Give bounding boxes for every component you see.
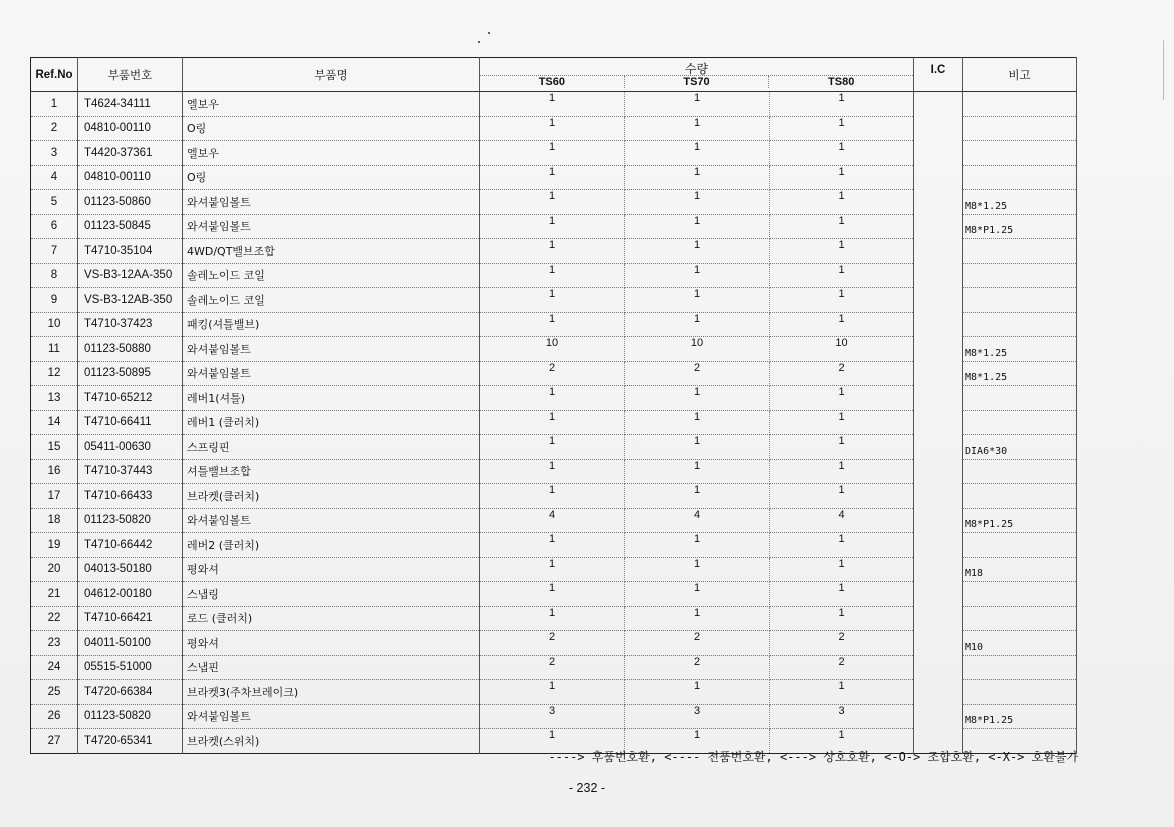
cell-qty-ts60: 1 — [480, 214, 625, 239]
cell-ref-no: 15 — [31, 435, 78, 460]
cell-ic — [914, 680, 963, 705]
table-row — [31, 165, 1077, 190]
cell-ref-no: 27 — [31, 729, 78, 754]
cell-ref-no: 14 — [31, 410, 78, 435]
cell-ref-no: 20 — [31, 557, 78, 582]
table-row — [31, 704, 1077, 729]
cell-ic — [914, 484, 963, 509]
cell-part-name: 4WD/QT밸브조합 — [183, 239, 480, 264]
cell-note — [963, 459, 1077, 484]
table-row — [31, 435, 1077, 460]
cell-part-name: 스냅핀 — [183, 655, 480, 680]
cell-part-name: 레버2 (클러치) — [183, 533, 480, 558]
cell-qty-ts80: 1 — [770, 141, 914, 166]
cell-part-no: T4710-65212 — [78, 386, 183, 411]
header-model-ts80: TS80 — [828, 76, 855, 88]
cell-ic — [914, 116, 963, 141]
cell-part-name: 와셔붙임볼트 — [183, 214, 480, 239]
cell-ref-no: 11 — [31, 337, 78, 362]
cell-qty-ts80: 1 — [770, 288, 914, 313]
cell-qty-ts60: 1 — [480, 680, 625, 705]
cell-qty-ts80: 1 — [770, 459, 914, 484]
cell-qty-ts80: 1 — [770, 239, 914, 264]
cell-part-no: T4710-66433 — [78, 484, 183, 509]
cell-part-no: VS-B3-12AB-350 — [78, 288, 183, 313]
cell-qty-ts60: 1 — [480, 263, 625, 288]
cell-ref-no: 19 — [31, 533, 78, 558]
cell-note — [963, 288, 1077, 313]
cell-qty-ts70: 1 — [625, 410, 770, 435]
cell-qty-ts60: 1 — [480, 92, 625, 117]
cell-note — [963, 165, 1077, 190]
cell-qty-ts80: 1 — [770, 680, 914, 705]
header-part-no: 부품번호 — [78, 58, 183, 92]
cell-part-name: O링 — [183, 116, 480, 141]
cell-qty-ts60: 3 — [480, 704, 625, 729]
cell-qty-ts60: 2 — [480, 361, 625, 386]
cell-part-name: 평와셔 — [183, 557, 480, 582]
table-row — [31, 312, 1077, 337]
cell-ref-no: 10 — [31, 312, 78, 337]
cell-qty-ts80: 1 — [770, 116, 914, 141]
cell-note — [963, 92, 1077, 117]
cell-qty-ts80: 1 — [770, 484, 914, 509]
table-row — [31, 361, 1077, 386]
cell-note — [963, 263, 1077, 288]
cell-ic — [914, 165, 963, 190]
cell-qty-ts60: 1 — [480, 141, 625, 166]
cell-qty-ts80: 1 — [770, 729, 914, 754]
cell-qty-ts70: 3 — [625, 704, 770, 729]
compatibility-legend: ----> 후품번호환, <---- 전품번호환, <---> 상호호환, <-O-> 조합호환, <-X-> 호환불가 — [548, 750, 1078, 764]
cell-qty-ts70: 1 — [625, 606, 770, 631]
cell-ic — [914, 655, 963, 680]
cell-note — [963, 484, 1077, 509]
cell-ic — [914, 704, 963, 729]
cell-ref-no: 5 — [31, 190, 78, 215]
cell-part-name: O링 — [183, 165, 480, 190]
cell-note — [963, 680, 1077, 705]
cell-part-name: 와셔붙임볼트 — [183, 361, 480, 386]
cell-part-name: 와셔붙임볼트 — [183, 190, 480, 215]
cell-ref-no: 26 — [31, 704, 78, 729]
cell-part-no: 01123-50845 — [78, 214, 183, 239]
cell-qty-ts80: 4 — [770, 508, 914, 533]
cell-qty-ts70: 1 — [625, 557, 770, 582]
table-row — [31, 386, 1077, 411]
cell-qty-ts60: 1 — [480, 312, 625, 337]
cell-qty-ts80: 1 — [770, 435, 914, 460]
cell-part-no: T4710-66411 — [78, 410, 183, 435]
cell-qty-ts60: 1 — [480, 386, 625, 411]
table-row — [31, 680, 1077, 705]
cell-qty-ts80: 1 — [770, 214, 914, 239]
cell-part-name: 브라켓3(주차브레이크) — [183, 680, 480, 705]
page-number: - 232 - — [568, 781, 606, 795]
header-model-ts60: TS60 — [480, 76, 625, 88]
cell-qty-ts80: 1 — [770, 312, 914, 337]
table-body — [31, 92, 1077, 754]
table-row — [31, 263, 1077, 288]
table-row — [31, 190, 1077, 215]
cell-note — [963, 606, 1077, 631]
cell-qty-ts60: 1 — [480, 459, 625, 484]
scan-speck — [1163, 40, 1164, 100]
cell-part-no: 01123-50820 — [78, 508, 183, 533]
cell-note — [963, 410, 1077, 435]
cell-part-no: 01123-50880 — [78, 337, 183, 362]
cell-part-name: 브라켓(스위치) — [183, 729, 480, 754]
cell-ic — [914, 631, 963, 656]
cell-ref-no: 8 — [31, 263, 78, 288]
cell-qty-ts60: 1 — [480, 190, 625, 215]
cell-part-no: 04810-00110 — [78, 116, 183, 141]
cell-qty-ts60: 1 — [480, 729, 625, 754]
cell-note: M8*1.25 — [963, 337, 1077, 362]
cell-part-no: 01123-50860 — [78, 190, 183, 215]
table-row — [31, 239, 1077, 264]
cell-part-name: 와셔붙임볼트 — [183, 508, 480, 533]
cell-ic — [914, 557, 963, 582]
cell-part-no: 04810-00110 — [78, 165, 183, 190]
cell-part-name: 레버1 (클러치) — [183, 410, 480, 435]
cell-qty-ts80: 2 — [770, 631, 914, 656]
cell-ic — [914, 141, 963, 166]
cell-part-name: 로드 (클러치) — [183, 606, 480, 631]
cell-part-name: 브라켓(클러치) — [183, 484, 480, 509]
header-ref-no: Ref.No — [31, 58, 78, 92]
cell-part-no: T4710-37443 — [78, 459, 183, 484]
cell-qty-ts70: 1 — [625, 435, 770, 460]
cell-note: M8*1.25 — [963, 190, 1077, 215]
cell-part-no: 04011-50100 — [78, 631, 183, 656]
cell-ref-no: 9 — [31, 288, 78, 313]
cell-qty-ts60: 1 — [480, 435, 625, 460]
cell-qty-ts70: 1 — [625, 214, 770, 239]
cell-part-no: 04013-50180 — [78, 557, 183, 582]
cell-qty-ts70: 1 — [625, 92, 770, 117]
cell-ic — [914, 92, 963, 117]
cell-part-name: 솔레노이드 코일 — [183, 263, 480, 288]
cell-part-no: T4420-37361 — [78, 141, 183, 166]
table-row — [31, 606, 1077, 631]
cell-ref-no: 25 — [31, 680, 78, 705]
cell-part-no: 01123-50895 — [78, 361, 183, 386]
header-part-name: 부품명 — [183, 58, 480, 92]
cell-ic — [914, 459, 963, 484]
cell-ic — [914, 214, 963, 239]
cell-qty-ts60: 1 — [480, 557, 625, 582]
cell-ic — [914, 435, 963, 460]
cell-note — [963, 239, 1077, 264]
cell-qty-ts60: 10 — [480, 337, 625, 362]
cell-qty-ts80: 1 — [770, 92, 914, 117]
cell-qty-ts70: 1 — [625, 386, 770, 411]
cell-ref-no: 13 — [31, 386, 78, 411]
cell-qty-ts70: 1 — [625, 141, 770, 166]
table-header — [31, 58, 1077, 92]
cell-ic — [914, 582, 963, 607]
cell-qty-ts60: 1 — [480, 239, 625, 264]
cell-qty-ts70: 1 — [625, 116, 770, 141]
cell-qty-ts70: 2 — [625, 655, 770, 680]
cell-ic — [914, 263, 963, 288]
cell-qty-ts70: 1 — [625, 582, 770, 607]
table-row — [31, 533, 1077, 558]
header-model-ts70: TS70 — [625, 76, 770, 88]
cell-qty-ts80: 1 — [770, 410, 914, 435]
cell-part-name: 와셔붙임볼트 — [183, 704, 480, 729]
cell-ref-no: 2 — [31, 116, 78, 141]
cell-part-name: 평와셔 — [183, 631, 480, 656]
cell-qty-ts80: 1 — [770, 165, 914, 190]
cell-qty-ts60: 4 — [480, 508, 625, 533]
cell-qty-ts70: 1 — [625, 484, 770, 509]
table-row — [31, 631, 1077, 656]
header-note: 비고 — [963, 58, 1077, 92]
cell-part-no: VS-B3-12AA-350 — [78, 263, 183, 288]
cell-ref-no: 1 — [31, 92, 78, 117]
cell-ref-no: 6 — [31, 214, 78, 239]
header-quantity-group — [480, 58, 914, 92]
cell-part-no: 05411-00630 — [78, 435, 183, 460]
cell-qty-ts80: 1 — [770, 190, 914, 215]
cell-qty-ts70: 1 — [625, 239, 770, 264]
cell-part-name: 솔레노이드 코일 — [183, 288, 480, 313]
cell-part-no: 05515-51000 — [78, 655, 183, 680]
cell-qty-ts80: 10 — [770, 337, 914, 362]
cell-part-no: T4710-35104 — [78, 239, 183, 264]
cell-ref-no: 24 — [31, 655, 78, 680]
cell-note — [963, 533, 1077, 558]
cell-part-name: 와셔붙임볼트 — [183, 337, 480, 362]
cell-part-no: T4720-66384 — [78, 680, 183, 705]
cell-qty-ts80: 1 — [770, 606, 914, 631]
cell-ref-no: 4 — [31, 165, 78, 190]
table-row — [31, 214, 1077, 239]
cell-part-no: 04612-00180 — [78, 582, 183, 607]
cell-qty-ts70: 1 — [625, 312, 770, 337]
header-quantity: 수량 — [684, 62, 709, 76]
table-row — [31, 484, 1077, 509]
cell-qty-ts60: 1 — [480, 116, 625, 141]
cell-ref-no: 3 — [31, 141, 78, 166]
cell-note — [963, 312, 1077, 337]
cell-qty-ts80: 1 — [770, 582, 914, 607]
cell-qty-ts60: 1 — [480, 533, 625, 558]
cell-part-name: 엘보우 — [183, 141, 480, 166]
cell-qty-ts70: 1 — [625, 680, 770, 705]
cell-ref-no: 21 — [31, 582, 78, 607]
cell-note: M18 — [963, 557, 1077, 582]
cell-ref-no: 12 — [31, 361, 78, 386]
cell-note: M8*1.25 — [963, 361, 1077, 386]
cell-qty-ts60: 1 — [480, 606, 625, 631]
cell-qty-ts70: 1 — [625, 288, 770, 313]
cell-note — [963, 116, 1077, 141]
scan-speck — [488, 32, 490, 34]
cell-part-name: 레버1(셔틀) — [183, 386, 480, 411]
cell-part-no: T4720-65341 — [78, 729, 183, 754]
cell-qty-ts60: 1 — [480, 165, 625, 190]
parts-table — [30, 57, 1077, 754]
cell-ic — [914, 288, 963, 313]
cell-note: M10 — [963, 631, 1077, 656]
cell-ic — [914, 312, 963, 337]
cell-part-name: 스프링핀 — [183, 435, 480, 460]
cell-ic — [914, 337, 963, 362]
cell-qty-ts70: 1 — [625, 165, 770, 190]
cell-ic — [914, 606, 963, 631]
cell-note: M8*P1.25 — [963, 214, 1077, 239]
cell-qty-ts70: 10 — [625, 337, 770, 362]
table-row — [31, 508, 1077, 533]
cell-part-name: 스냅링 — [183, 582, 480, 607]
table-row — [31, 459, 1077, 484]
cell-ic — [914, 533, 963, 558]
cell-qty-ts80: 1 — [770, 263, 914, 288]
cell-part-name: 엘보우 — [183, 92, 480, 117]
cell-part-no: 01123-50820 — [78, 704, 183, 729]
cell-qty-ts80: 3 — [770, 704, 914, 729]
cell-qty-ts80: 1 — [770, 386, 914, 411]
cell-note: M8*P1.25 — [963, 704, 1077, 729]
scan-speck — [478, 41, 480, 43]
table-row — [31, 288, 1077, 313]
cell-qty-ts80: 1 — [770, 533, 914, 558]
cell-qty-ts70: 1 — [625, 459, 770, 484]
cell-ref-no: 7 — [31, 239, 78, 264]
cell-ic — [914, 386, 963, 411]
cell-note: M8*P1.25 — [963, 508, 1077, 533]
cell-part-no: T4624-34111 — [78, 92, 183, 117]
cell-ic — [914, 410, 963, 435]
cell-part-no: T4710-37423 — [78, 312, 183, 337]
cell-part-no: T4710-66421 — [78, 606, 183, 631]
cell-ic — [914, 508, 963, 533]
cell-qty-ts70: 2 — [625, 631, 770, 656]
cell-qty-ts70: 1 — [625, 263, 770, 288]
cell-ref-no: 23 — [31, 631, 78, 656]
cell-qty-ts80: 1 — [770, 557, 914, 582]
cell-note — [963, 582, 1077, 607]
table-row — [31, 557, 1077, 582]
cell-qty-ts70: 4 — [625, 508, 770, 533]
header-ic: I.C — [914, 58, 963, 92]
cell-ic — [914, 190, 963, 215]
cell-qty-ts60: 2 — [480, 631, 625, 656]
table-row — [31, 337, 1077, 362]
cell-qty-ts60: 1 — [480, 484, 625, 509]
cell-part-name: 셔틀밸브조합 — [183, 459, 480, 484]
table-row — [31, 92, 1077, 117]
cell-qty-ts60: 1 — [480, 410, 625, 435]
cell-ic — [914, 361, 963, 386]
cell-part-no: T4710-66442 — [78, 533, 183, 558]
cell-ref-no: 16 — [31, 459, 78, 484]
table-row — [31, 582, 1077, 607]
cell-note — [963, 141, 1077, 166]
cell-qty-ts70: 1 — [625, 729, 770, 754]
cell-note: DIA6*30 — [963, 435, 1077, 460]
cell-qty-ts80: 2 — [770, 361, 914, 386]
cell-qty-ts70: 1 — [625, 190, 770, 215]
cell-qty-ts60: 1 — [480, 582, 625, 607]
cell-qty-ts80: 2 — [770, 655, 914, 680]
cell-qty-ts60: 2 — [480, 655, 625, 680]
cell-ref-no: 17 — [31, 484, 78, 509]
cell-note — [963, 655, 1077, 680]
cell-part-name: 패킹(셔틀밸브) — [183, 312, 480, 337]
cell-qty-ts70: 1 — [625, 533, 770, 558]
table-row — [31, 655, 1077, 680]
cell-qty-ts70: 2 — [625, 361, 770, 386]
cell-note — [963, 386, 1077, 411]
table-row — [31, 116, 1077, 141]
table-row — [31, 141, 1077, 166]
cell-ref-no: 22 — [31, 606, 78, 631]
cell-qty-ts60: 1 — [480, 288, 625, 313]
table-row — [31, 410, 1077, 435]
cell-ic — [914, 239, 963, 264]
cell-ref-no: 18 — [31, 508, 78, 533]
